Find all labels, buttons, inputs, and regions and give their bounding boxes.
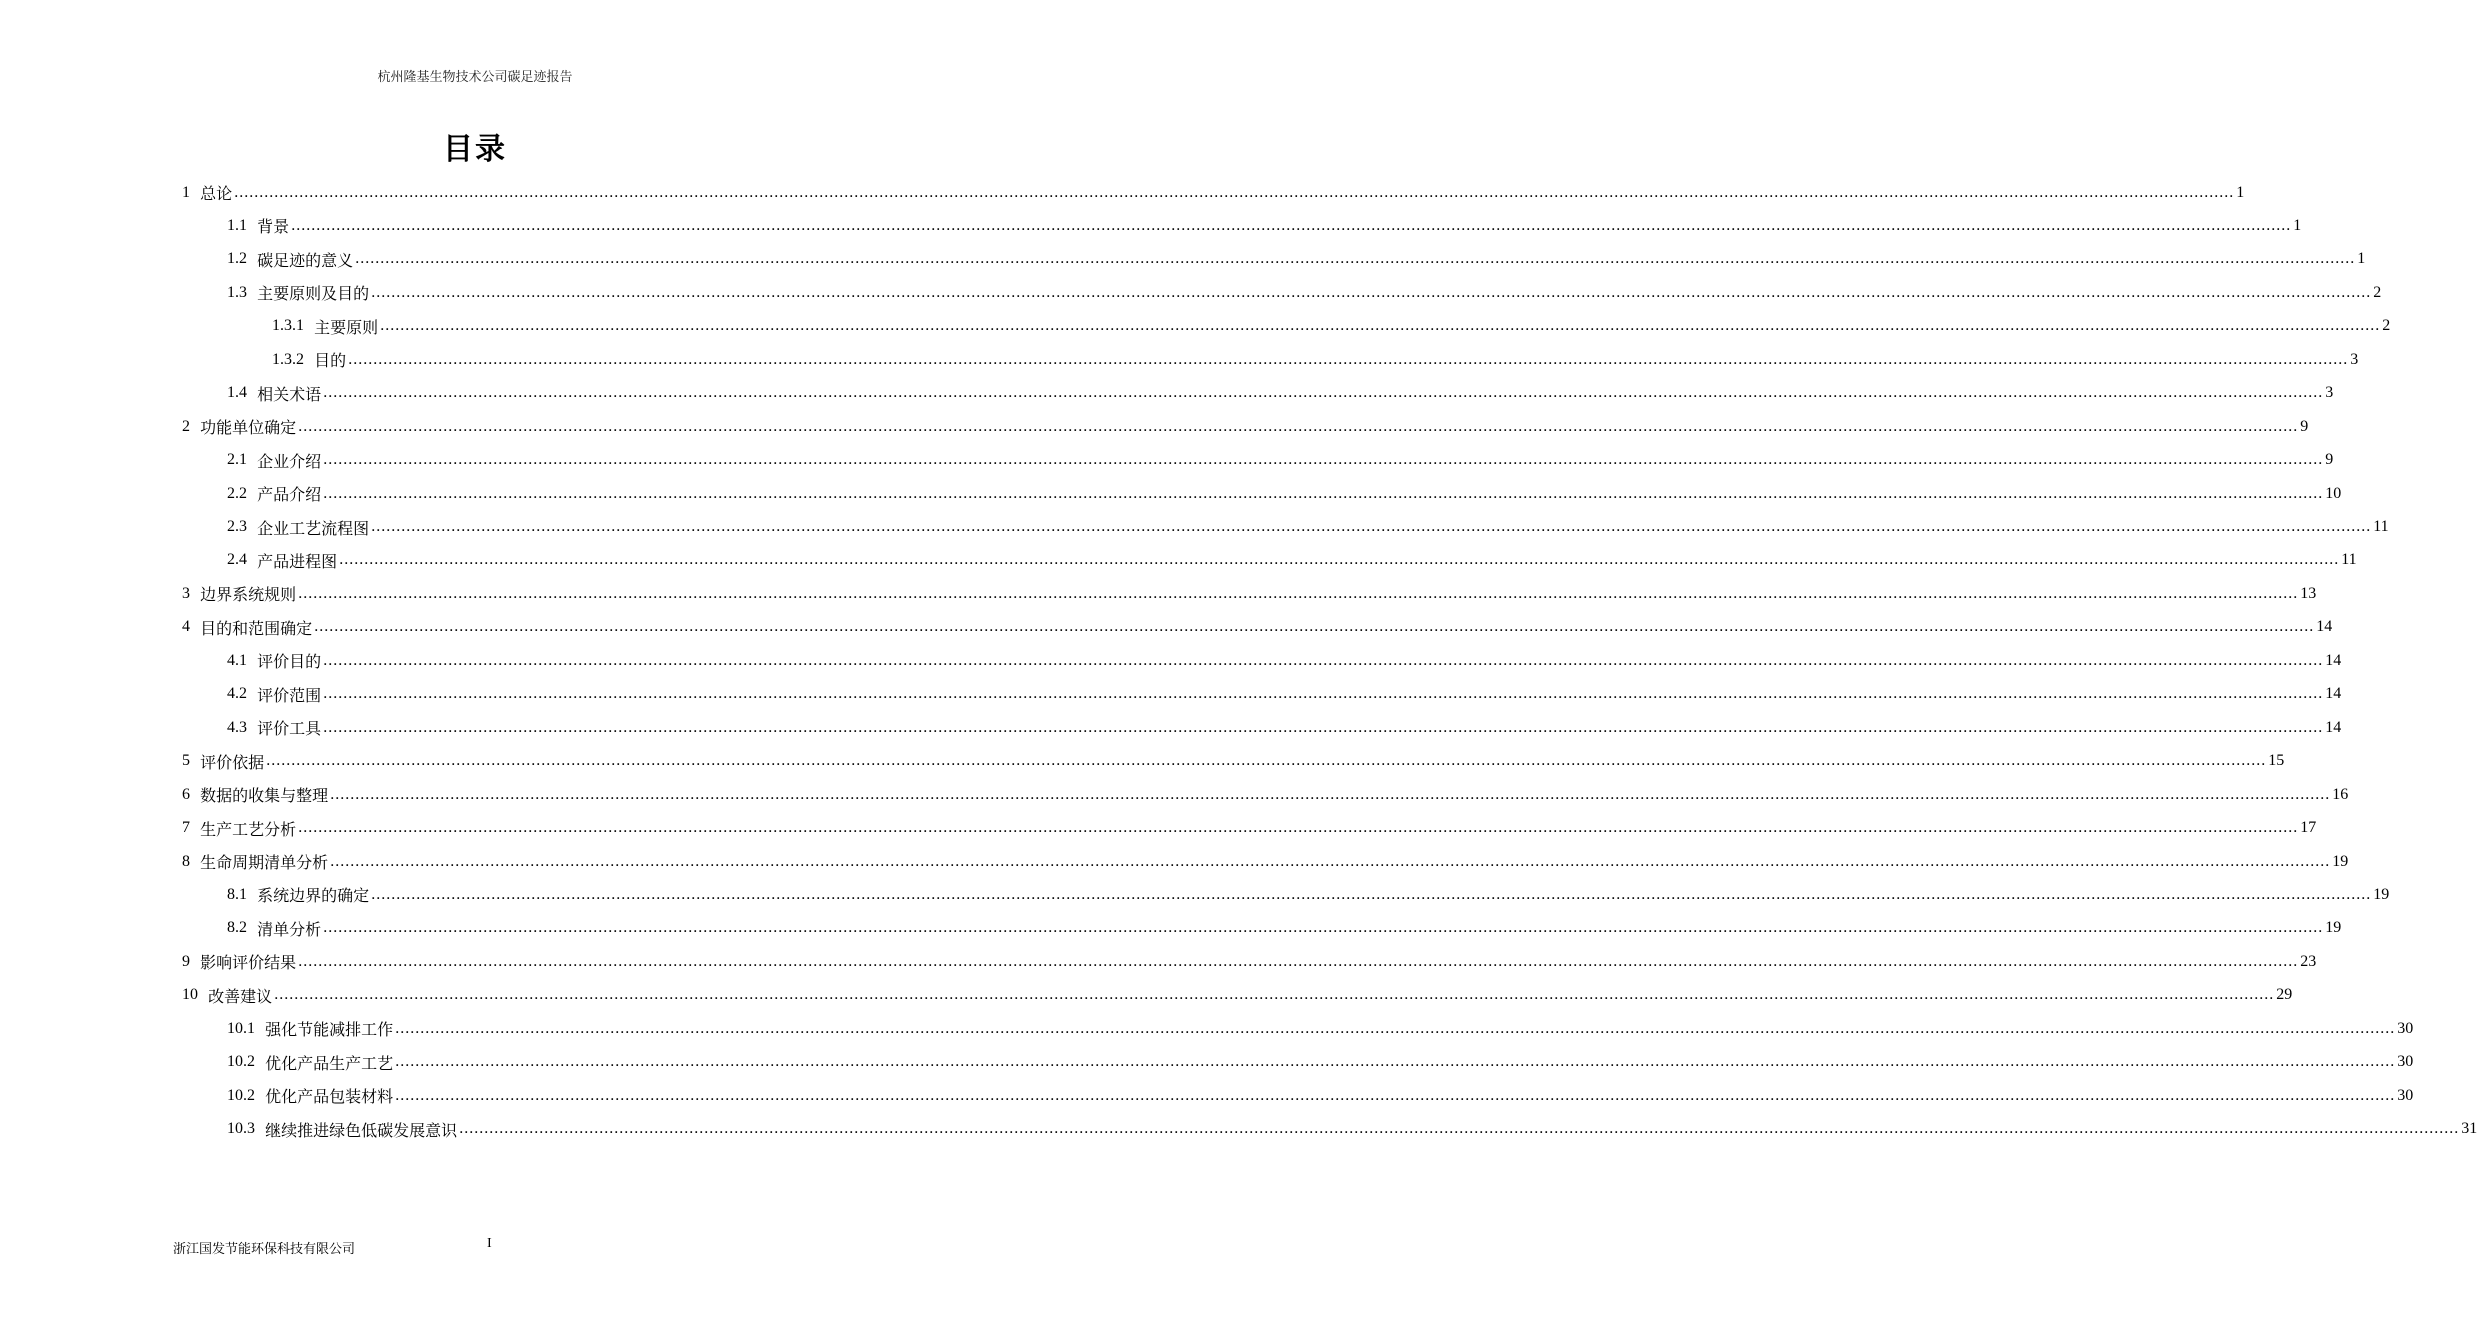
- running-header: 杭州隆基生物技术公司碳足迹报告: [377, 70, 573, 85]
- toc-entry-title: 主要原则及目的: [257, 284, 370, 304]
- toc-entry-page: 1: [2357, 250, 2366, 268]
- toc-dot-leader: ................................................................................................................................................................................................................................................................................................................................................................................................................: [323, 384, 2324, 402]
- toc-dot-leader: ................................................................................................................................................................................................................................................................................................................................................................................................................: [298, 952, 2299, 970]
- toc-entry-number: 4.1: [227, 651, 247, 669]
- toc-entry-number: 5: [182, 752, 190, 770]
- toc-dot-leader: ................................................................................................................................................................................................................................................................................................................................................................................................................: [274, 986, 2275, 1004]
- toc-entry-title: 背景: [257, 217, 290, 237]
- toc-dot-leader: ................................................................................................................................................................................................................................................................................................................................................................................................................: [395, 1053, 2396, 1071]
- toc-dot-leader: ................................................................................................................................................................................................................................................................................................................................................................................................................: [355, 250, 2356, 268]
- toc-dot-leader: ................................................................................................................................................................................................................................................................................................................................................................................................................: [266, 752, 2267, 770]
- toc-entry-title: 产品进程图: [257, 551, 338, 571]
- toc-entry-page: 1: [2293, 216, 2302, 234]
- toc-entry-title: 评价目的: [257, 652, 322, 672]
- toc-entry-number: 10.1: [227, 1019, 255, 1037]
- toc-entry-title: 优化产品生产工艺: [265, 1053, 394, 1073]
- toc-entry-page: 29: [2276, 986, 2293, 1004]
- toc-entry-page: 23: [2300, 952, 2317, 970]
- toc-entry-page: 3: [2350, 350, 2359, 368]
- toc-entry-page: 15: [2268, 752, 2285, 770]
- toc-entry-number: 2.3: [227, 518, 247, 535]
- toc-entry[interactable]: [227, 878, 2390, 911]
- toc-dot-leader: ................................................................................................................................................................................................................................................................................................................................................................................................................: [323, 484, 2324, 502]
- toc-dot-leader: ................................................................................................................................................................................................................................................................................................................................................................................................................: [339, 551, 2340, 569]
- toc-entry-number: 10: [182, 986, 198, 1004]
- toc-entry-page: 10: [2325, 484, 2342, 502]
- toc-dot-leader: ................................................................................................................................................................................................................................................................................................................................................................................................................: [298, 417, 2299, 435]
- toc-entry-page: 30: [2397, 1086, 2414, 1104]
- toc-entry-title: 评价范围: [257, 685, 322, 705]
- toc-entry-page: 14: [2316, 618, 2333, 636]
- toc-entry-page: 16: [2332, 785, 2349, 803]
- toc-dot-leader: ................................................................................................................................................................................................................................................................................................................................................................................................................: [298, 819, 2299, 837]
- toc-entry-number: 10.2: [227, 1053, 255, 1071]
- toc-entry-title: 边界系统规则: [200, 585, 297, 605]
- toc-entry[interactable]: [227, 209, 2302, 242]
- toc-entry-page: 11: [2341, 551, 2357, 569]
- toc-entry[interactable]: [227, 544, 2357, 577]
- toc-entry[interactable]: [182, 410, 2309, 443]
- toc-entry[interactable]: [272, 310, 2391, 343]
- toc-dot-leader: ................................................................................................................................................................................................................................................................................................................................................................................................................: [371, 885, 2372, 903]
- toc-entry-number: 1.2: [227, 250, 247, 268]
- toc-entry-title: 系统边界的确定: [257, 886, 370, 906]
- toc-entry-title: 改善建议: [208, 986, 273, 1006]
- toc-entry-title: 生命周期清单分析: [200, 853, 329, 872]
- toc-entry-title: 总论: [200, 184, 233, 203]
- toc-dot-leader: ................................................................................................................................................................................................................................................................................................................................................................................................................: [323, 685, 2324, 703]
- toc-entry-number: 1.4: [227, 384, 247, 402]
- toc-entry[interactable]: [227, 678, 2342, 711]
- toc-dot-leader: ................................................................................................................................................................................................................................................................................................................................................................................................................: [330, 785, 2331, 803]
- toc-dot-leader: ................................................................................................................................................................................................................................................................................................................................................................................................................: [323, 651, 2324, 669]
- toc-entry-page: 2: [2382, 317, 2391, 335]
- toc-entry-title: 主要原则: [314, 317, 379, 337]
- toc-dot-leader: ................................................................................................................................................................................................................................................................................................................................................................................................................: [323, 919, 2324, 937]
- toc-entry[interactable]: [227, 912, 2342, 945]
- toc-entry-page: 19: [2325, 919, 2342, 937]
- toc-dot-leader: ................................................................................................................................................................................................................................................................................................................................................................................................................: [323, 451, 2324, 469]
- toc-entry-number: 2: [182, 417, 190, 435]
- toc-entry-page: 30: [2397, 1019, 2414, 1037]
- toc-entry-page: 1: [2236, 183, 2245, 201]
- toc-entry-page: 2: [2373, 283, 2382, 301]
- toc-entry-page: 30: [2397, 1053, 2414, 1071]
- toc-entry[interactable]: [227, 511, 2389, 544]
- toc-entry-page: 3: [2325, 384, 2334, 402]
- footer-page-number: I: [487, 1236, 492, 1251]
- toc-entry[interactable]: [227, 711, 2342, 744]
- toc-dot-leader: ................................................................................................................................................................................................................................................................................................................................................................................................................: [395, 1019, 2396, 1037]
- toc-entry-page: 14: [2325, 685, 2342, 703]
- toc-entry-title: 产品介绍: [257, 485, 322, 505]
- toc-entry-number: 1.3.2: [272, 350, 304, 368]
- toc-entry-number: 8.2: [227, 919, 247, 937]
- toc-dot-leader: ................................................................................................................................................................................................................................................................................................................................................................................................................: [323, 718, 2324, 736]
- toc-entry-number: 1.3.1: [272, 317, 304, 335]
- toc-entry-number: 2.2: [227, 484, 247, 502]
- toc-entry-title: 碳足迹的意义: [257, 250, 354, 270]
- toc-entry-page: 14: [2325, 718, 2342, 736]
- toc-entry[interactable]: [227, 377, 2334, 410]
- toc-entry-page: 9: [2300, 417, 2309, 435]
- toc-entry[interactable]: [182, 778, 2349, 811]
- toc-entry[interactable]: [227, 1079, 2414, 1112]
- toc-entry-page: 14: [2325, 651, 2342, 669]
- toc-entry-title: 生产工艺分析: [200, 819, 297, 839]
- toc-entry-number: 4.3: [227, 718, 247, 736]
- toc-dot-leader: ................................................................................................................................................................................................................................................................................................................................................................................................................: [371, 518, 2372, 535]
- toc-entry-title: 功能单位确定: [200, 418, 297, 438]
- toc-dot-leader: ................................................................................................................................................................................................................................................................................................................................................................................................................: [298, 584, 2299, 602]
- toc-entry-title: 强化节能减排工作: [265, 1020, 394, 1040]
- toc-entry-title: 目的和范围确定: [200, 618, 313, 638]
- toc-entry-number: 3: [182, 584, 190, 602]
- toc-entry-number: 2.1: [227, 451, 247, 469]
- toc-entry-number: 10.3: [227, 1120, 255, 1138]
- toc-entry-title: 继续推进绿色低碳发展意识: [265, 1120, 458, 1140]
- toc-entry-page: 11: [2373, 518, 2389, 535]
- toc-entry[interactable]: [182, 611, 2333, 644]
- toc-dot-leader: ................................................................................................................................................................................................................................................................................................................................................................................................................: [314, 618, 2315, 636]
- toc-dot-leader: ................................................................................................................................................................................................................................................................................................................................................................................................................: [380, 317, 2381, 335]
- toc-entry-number: 4.2: [227, 685, 247, 703]
- toc-entry[interactable]: [227, 477, 2342, 510]
- toc-entry[interactable]: [272, 343, 2359, 376]
- toc-entry-page: 19: [2373, 885, 2390, 903]
- toc-entry-number: 1.1: [227, 216, 247, 234]
- toc-entry-title: 企业工艺流程图: [257, 518, 370, 538]
- toc-entry-number: 9: [182, 952, 190, 970]
- toc-entry-title: 目的: [314, 351, 347, 371]
- toc-entry-number: 8.1: [227, 885, 247, 903]
- toc-entry-title: 评价依据: [200, 752, 265, 772]
- toc-entry-title: 企业介绍: [257, 451, 322, 471]
- toc-entry[interactable]: [182, 845, 2349, 878]
- toc-entry-number: 1: [182, 183, 190, 201]
- toc-entry[interactable]: [227, 276, 2382, 309]
- toc-entry[interactable]: [227, 644, 2342, 677]
- toc-entry-title: 影响评价结果: [200, 953, 297, 973]
- toc-entry[interactable]: [227, 1113, 2477, 1146]
- footer-company: 浙江国发节能环保科技有限公司: [173, 1242, 356, 1257]
- toc-entry[interactable]: [227, 1012, 2414, 1045]
- toc-entry-number: 4: [182, 618, 190, 636]
- toc-entry-title: 评价工具: [257, 719, 322, 739]
- toc-dot-leader: ................................................................................................................................................................................................................................................................................................................................................................................................................: [371, 283, 2372, 301]
- toc-entry[interactable]: [182, 979, 2293, 1012]
- toc-entry-page: 13: [2300, 584, 2317, 602]
- toc-entry-page: 19: [2332, 852, 2349, 870]
- toc-entry-number: 2.4: [227, 551, 247, 569]
- toc-entry-number: 8: [182, 852, 190, 870]
- toc-entry[interactable]: [182, 577, 2317, 610]
- toc-entry[interactable]: [227, 243, 2366, 276]
- toc-dot-leader: ................................................................................................................................................................................................................................................................................................................................................................................................................: [395, 1086, 2396, 1104]
- toc-entry-title: 相关术语: [257, 384, 322, 404]
- toc-entry-number: 6: [182, 785, 190, 803]
- toc-dot-leader: ................................................................................................................................................................................................................................................................................................................................................................................................................: [459, 1120, 2460, 1138]
- toc-entry-title: 数据的收集与整理: [200, 786, 329, 806]
- toc-dot-leader: ................................................................................................................................................................................................................................................................................................................................................................................................................: [330, 852, 2331, 870]
- toc-dot-leader: ................................................................................................................................................................................................................................................................................................................................................................................................................: [234, 183, 2235, 201]
- toc-entry-number: 1.3: [227, 283, 247, 301]
- toc-entry-page: 17: [2300, 819, 2317, 837]
- toc-dot-leader: ................................................................................................................................................................................................................................................................................................................................................................................................................: [291, 216, 2292, 234]
- toc-entry[interactable]: [182, 745, 2285, 778]
- toc-entry-number: 10.2: [227, 1086, 255, 1104]
- toc-entry[interactable]: [182, 945, 2317, 978]
- toc-entry[interactable]: [227, 1046, 2414, 1079]
- toc-entry[interactable]: [182, 176, 2245, 209]
- toc-entry[interactable]: [182, 812, 2317, 845]
- toc-dot-leader: ................................................................................................................................................................................................................................................................................................................................................................................................................: [348, 350, 2349, 368]
- toc-entry-page: 9: [2325, 451, 2334, 469]
- toc-entry-title: 优化产品包装材料: [265, 1087, 394, 1107]
- toc-entry[interactable]: [227, 444, 2334, 477]
- toc-entry-number: 7: [182, 819, 190, 837]
- toc-entry-page: 31: [2461, 1120, 2477, 1138]
- toc-entry-title: 清单分析: [257, 919, 322, 939]
- page-title: 目录: [443, 132, 507, 167]
